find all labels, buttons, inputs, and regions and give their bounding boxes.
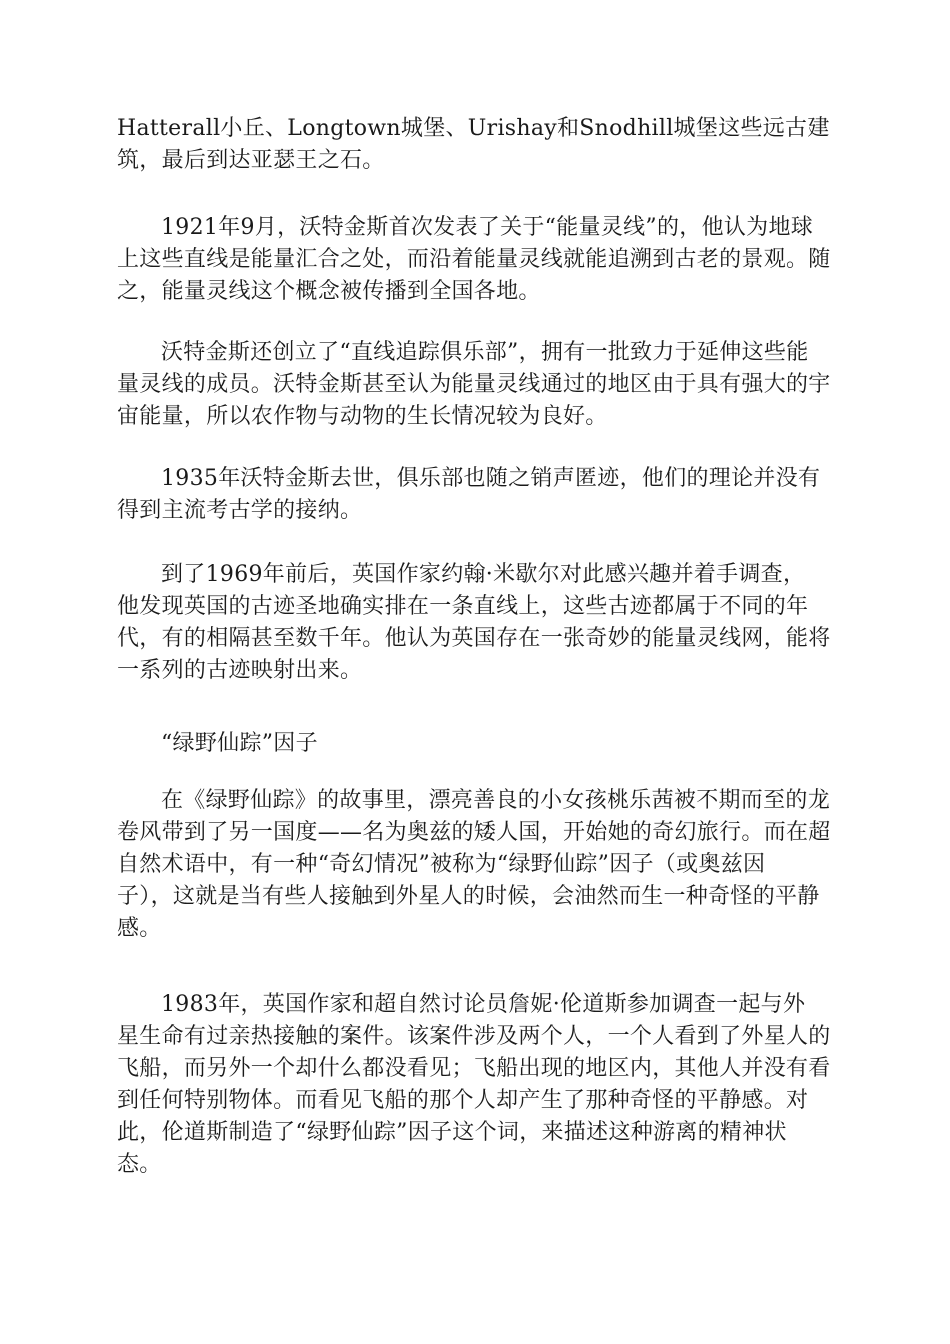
text-line: 感。 xyxy=(117,916,162,941)
text-line: 1935年沃特金斯去世，俱乐部也随之销声匿迹，他们的理论并没有 xyxy=(161,466,821,491)
text-line: 代，有的相隔甚至数千年。他认为英国存在一张奇妙的能量灵线网，能将 xyxy=(117,626,831,651)
text-line: 之，能量灵线这个概念被传播到全国各地。 xyxy=(117,279,541,304)
text-line: 卷风带到了另一国度——名为奥兹的矮人国，开始她的奇幻旅行。而在超 xyxy=(117,820,831,845)
text-line: 飞船，而另外一个却什么都没看见；飞船出现的地区内，其他人并没有看 xyxy=(117,1056,831,1081)
text-line: 星生命有过亲热接触的案件。该案件涉及两个人，一个人看到了外星人的 xyxy=(117,1024,831,1049)
text-line: 1983年，英国作家和超自然讨论员詹妮·伦道斯参加调查一起与外 xyxy=(161,992,806,1017)
text-line: 此，伦道斯制造了“绿野仙踪”因子这个词，来描述这种游离的精神状 xyxy=(117,1120,787,1145)
text-line: 自然术语中，有一种“奇幻情况”被称为“绿野仙踪”因子（或奥兹因 xyxy=(117,852,766,877)
text-line: 子），这就是当有些人接触到外星人的时候，会油然而生一种奇怪的平静 xyxy=(117,884,820,909)
paragraph xyxy=(117,463,837,527)
text-line: 到任何特别物体。而看见飞船的那个人却产生了那种奇怪的平静感。对 xyxy=(117,1088,809,1113)
text-line: 量灵线的成员。沃特金斯甚至认为能量灵线通过的地区由于具有强大的宇 xyxy=(117,372,831,397)
text-line: 一系列的古迹映射出来。 xyxy=(117,658,363,683)
paragraph xyxy=(117,559,837,687)
text-line: 上这些直线是能量汇合之处，而沿着能量灵线就能追溯到古老的景观。随 xyxy=(117,247,831,272)
text-line: 宙能量，所以农作物与动物的生长情况较为良好。 xyxy=(117,404,608,429)
section-heading xyxy=(117,728,837,760)
text-line: 沃特金斯还创立了“直线追踪俱乐部”，拥有一批致力于延伸这些能 xyxy=(161,340,809,365)
text-line: Hatterall小丘、Longtown城堡、Urishay和Snodhill城堡这些远古建 xyxy=(117,116,830,141)
text-line: 筑，最后到达亚瑟王之石。 xyxy=(117,148,385,173)
paragraph xyxy=(117,113,837,177)
text-line: 他发现英国的古迹圣地确实排在一条直线上，这些古迹都属于不同的年 xyxy=(117,594,809,619)
text-line: 在《绿野仙踪》的故事里，漂亮善良的小女孩桃乐茜被不期而至的龙 xyxy=(161,788,831,813)
heading-text: “绿野仙踪”因子 xyxy=(161,731,318,756)
paragraph xyxy=(117,785,837,945)
paragraph xyxy=(117,989,837,1181)
text-line: 1921年9月，沃特金斯首次发表了关于“能量灵线”的，他认为地球 xyxy=(161,215,814,240)
text-line: 得到主流考古学的接纳。 xyxy=(117,498,363,523)
text-line: 态。 xyxy=(117,1152,162,1177)
text-line: 到了1969年前后，英国作家约翰·米歇尔对此感兴趣并着手调查， xyxy=(161,562,806,587)
paragraph xyxy=(117,212,837,308)
paragraph xyxy=(117,337,837,433)
